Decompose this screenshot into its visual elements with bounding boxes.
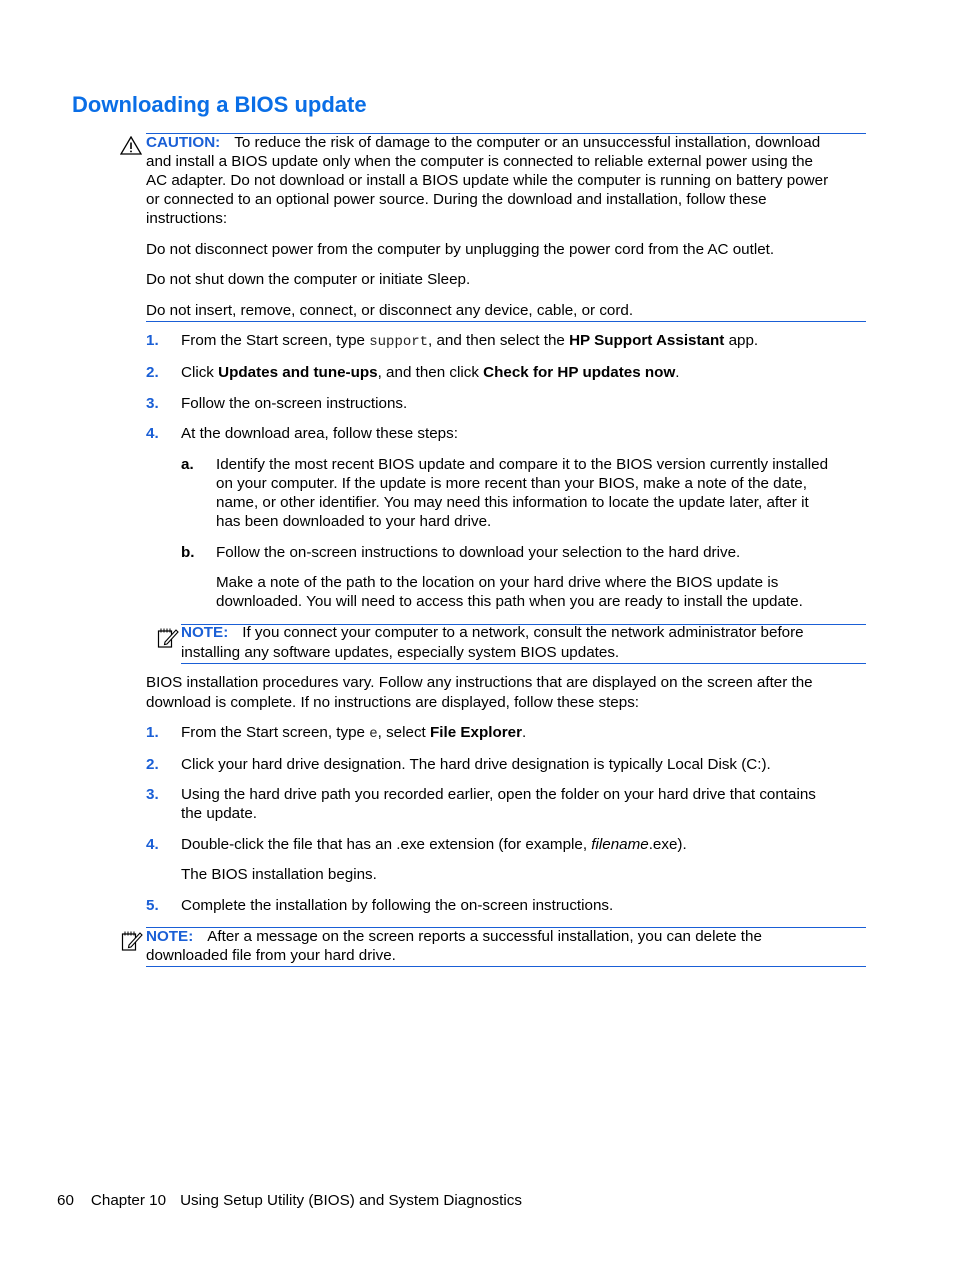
step-number: 3.: [146, 395, 159, 412]
step-followup: The BIOS installation begins.: [181, 866, 377, 883]
step-number: 1.: [146, 332, 159, 349]
caution-line-4: or connected to an optional power source. During the download and installation, follow these: [146, 191, 767, 208]
note2-line-1: NOTE: After a message on the screen reports a successful installation, you can delete the: [146, 928, 762, 945]
page-footer: [57, 1191, 522, 1210]
step-number: 3.: [146, 786, 159, 803]
note1-line-2: installing any software updates, especially system BIOS updates.: [181, 644, 620, 661]
caution-line-5: instructions:: [146, 210, 228, 227]
step-number: 5.: [146, 897, 159, 914]
step-number: 1.: [146, 724, 159, 741]
caution-label: CAUTION:: [146, 134, 221, 151]
list-item: Complete the installation by following the on-screen instructions.: [181, 897, 614, 914]
note2-bottom-rule: [146, 966, 866, 967]
substep-note-line: downloaded. You will need to access this path when you are ready to install the update.: [216, 593, 803, 610]
caution-line-2: and install a BIOS update only when the computer is connected to reliable external power using the: [146, 153, 813, 170]
list-item: Follow the on-screen instructions.: [181, 395, 408, 412]
list-item: From the Start screen, type e, select File Explorer.: [181, 724, 527, 742]
step-number: 2.: [146, 756, 159, 773]
list-item: Click Updates and tune-ups, and then click Check for HP updates now.: [181, 364, 680, 381]
caution-bottom-rule: [146, 321, 866, 322]
substep-line: on your computer. If the update is more recent than your BIOS, make a note of the date,: [216, 475, 807, 492]
substep-note-line: Make a note of the path to the location on your hard drive where the BIOS update is: [216, 574, 779, 591]
substep-line: has been downloaded to your hard drive.: [216, 513, 492, 530]
caution-line-3: AC adapter. Do not download or install a BIOS update while the computer is running on battery power: [146, 172, 829, 189]
list-item: At the download area, follow these steps:: [181, 425, 458, 442]
note1-bottom-rule: [181, 663, 866, 664]
caution-extra-3: Do not insert, remove, connect, or disconnect any device, cable, or cord.: [146, 302, 634, 319]
list-item: Click your hard drive designation. The hard drive designation is typically Local Disk (C:).: [181, 756, 771, 773]
caution-extra-2: Do not shut down the computer or initiate Sleep.: [146, 271, 471, 288]
step-number: 2.: [146, 364, 159, 381]
intro-line-1: BIOS installation procedures vary. Follow any instructions that are displayed on the screen after the: [146, 674, 813, 691]
substep-line: Identify the most recent BIOS update and compare it to the BIOS version currently installed: [216, 456, 829, 473]
caution-extra-1: Do not disconnect power from the computer by unplugging the power cord from the AC outlet.: [146, 241, 775, 258]
chapter-title: Using Setup Utility (BIOS) and System Diagnostics: [180, 1192, 522, 1209]
list-item-continuation: the update.: [181, 805, 258, 822]
list-item: From the Start screen, type support, and then select the HP Support Assistant app.: [181, 332, 759, 350]
note2-line-2: downloaded file from your hard drive.: [146, 947, 396, 964]
list-item: Double-click the file that has an .exe extension (for example, filename.exe).: [181, 836, 687, 853]
caution-line-1: CAUTION: To reduce the risk of damage to the computer or an unsuccessful installation, download: [146, 134, 821, 151]
note-pencil-icon: [157, 627, 179, 649]
page-number: 60: [57, 1192, 74, 1209]
note-pencil-icon: [121, 930, 143, 952]
intro-line-2: download is complete. If no instructions are displayed, follow these steps:: [146, 694, 640, 711]
chapter-number: Chapter 10: [90, 1192, 167, 1209]
warning-triangle-icon: [120, 136, 142, 155]
substep-label: b.: [181, 544, 195, 561]
substep-label: a.: [181, 456, 194, 473]
note1-line-1: NOTE: If you connect your computer to a network, consult the network administrator before: [181, 624, 804, 641]
note2-label: NOTE:: [146, 928, 194, 945]
list-item: Using the hard drive path you recorded earlier, open the folder on your hard drive that contains: [181, 786, 816, 803]
step-number: 4.: [146, 836, 159, 853]
note1-label: NOTE:: [181, 624, 229, 641]
page-title: Downloading a BIOS update: [72, 92, 367, 117]
substep-line: name, or other identifier. You may need this information to locate the update later, after it: [216, 494, 809, 511]
substep-line: Follow the on-screen instructions to download your selection to the hard drive.: [216, 544, 741, 561]
step-number: 4.: [146, 425, 159, 442]
